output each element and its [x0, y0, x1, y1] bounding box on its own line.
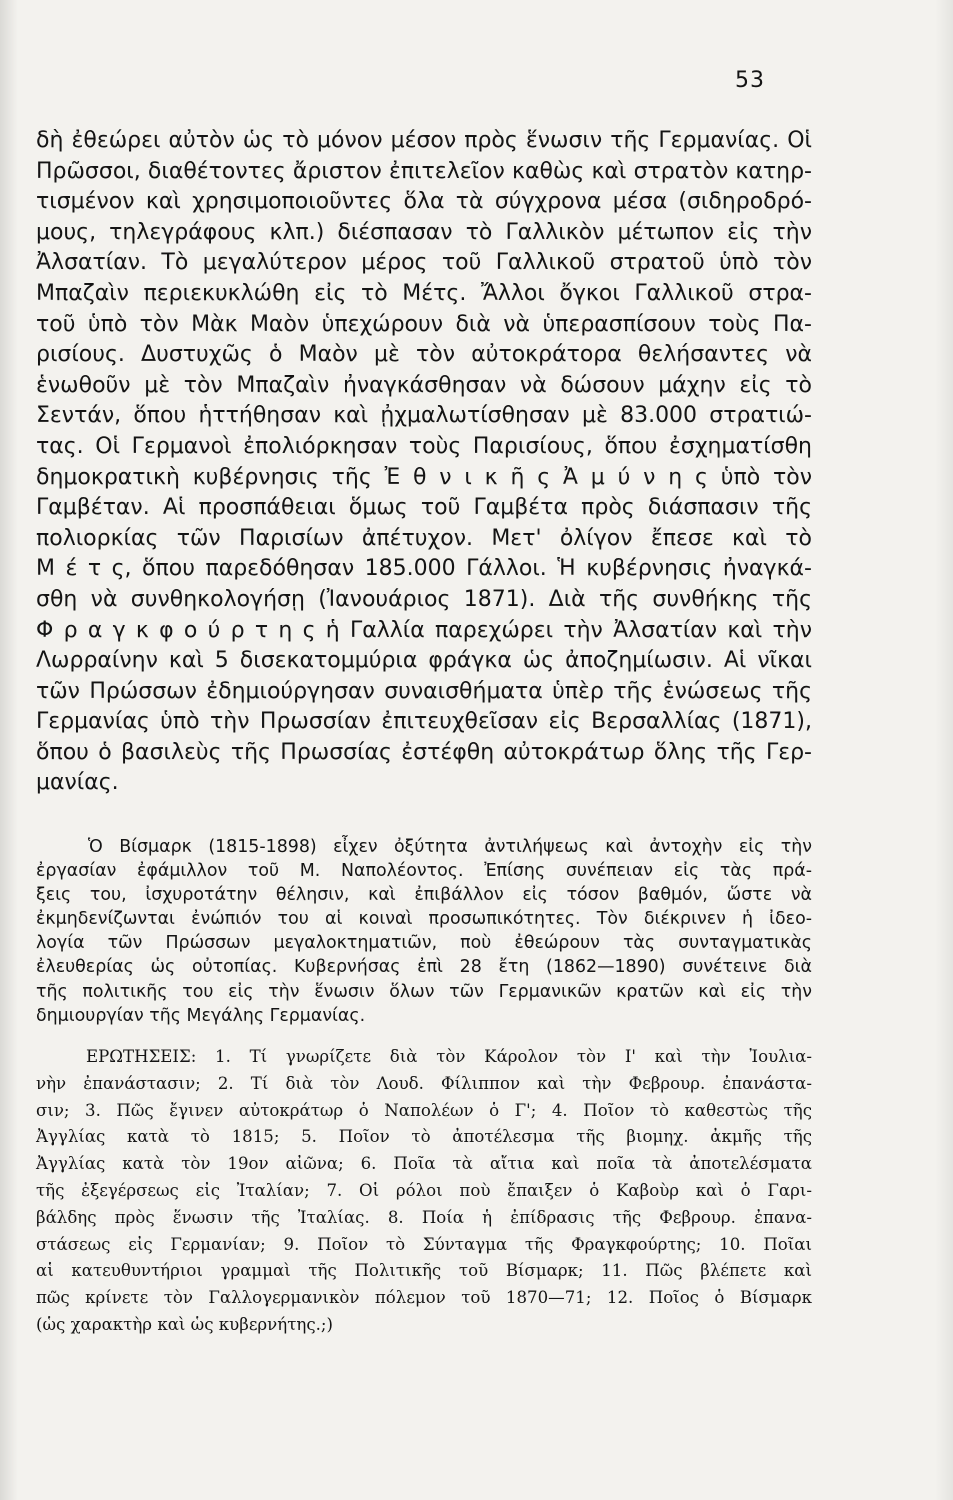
main-line: τισμένον καὶ χρησιμοποιοῦντες ὅλα τὰ σύγχρονα μέσα (σιδηροδρό-	[36, 189, 812, 215]
note-line: λογία τῶν Πρώσσων μεγαλοκτηματιῶν, ποὺ ἐθεώρουν τὰς συνταγματικὰς	[36, 933, 812, 954]
main-line: Γερμανίας ὑπὸ τὴν Πρωσσίαν ἐπιτευχθεῖσαν εἰς Βερσαλλίας (1871),	[36, 709, 812, 735]
main-line: Σεντάν, ὅπου ἡττήθησαν καὶ ᾐχμαλωτίσθησαν μὲ 83.000 στρατιώ-	[36, 403, 812, 429]
main-line: Ἀλσατίαν. Τὸ μεγαλύτερον μέρος τοῦ Γαλλικοῦ στρατοῦ ὑπὸ τὸν	[36, 250, 812, 276]
main-line: μους, τηλεγράφους κλπ.) διέσπασαν τὸ Γαλλικὸν μέτωπον εἰς τὴν	[36, 219, 812, 245]
main-line: Μπαζαὶν περιεκυκλώθη εἰς τὸ Μέτς. Ἄλλοι ὄγκοι Γαλλικοῦ στρα-	[36, 280, 812, 306]
main-line: τοῦ ὑπὸ τὸν Μὰκ Μαὸν ὑπεχώρουν διὰ νὰ ὑπερασπίσουν τοὺς Πα-	[36, 311, 812, 337]
main-line: τῶν Πρώσσων ἐδημιούργησαν συναισθήματα ὑπὲρ τῆς ἑνώσεως τῆς	[36, 678, 812, 704]
note-line: Ὁ Βίσμαρκ (1815-1898) εἶχεν ὀξύτητα ἀντιλήψεως καὶ ἀντοχὴν εἰς τὴν	[88, 837, 812, 857]
main-line: Γαμβέταν. Αἱ προσπάθειαι ὅμως τοῦ Γαμβέτα πρὸς διάσπασιν τῆς	[36, 495, 812, 521]
main-line: Πρῶσσοι, διαθέτοντες ἄριστον ἐπιτελεῖον καθὼς καὶ στρατὸν κατηρ-	[36, 158, 812, 184]
question-line: νὴν ἐπανάστασιν; 2. Τί διὰ τὸν Λουδ. Φίλιππον καὶ τὴν Φεβρουρ. ἐπανάστα-	[36, 1073, 812, 1093]
question-line: αἱ κατευθυντήριοι γραμμαὶ τῆς Πολιτικῆς τοῦ Βίσμαρκ; 11. Πῶς βλέπετε καὶ	[36, 1261, 812, 1281]
question-line: Ἀγγλίας κατὰ τὸ 1815; 5. Ποῖον τὸ ἀποτέλεσμα τῆς βιομηχ. ἀκμῆς τῆς	[36, 1127, 812, 1147]
note-line: ἐργασίαν ἐφάμιλλον τοῦ Μ. Ναπολέοντος. Ἐπίσης συνέπειαν εἰς τὰς πρά-	[36, 861, 812, 882]
question-line: πῶς κρίνετε τὸν Γαλλογερμανικὸν πόλεμον τοῦ 1870—71; 12. Ποῖος ὁ Βίσμαρκ	[36, 1288, 812, 1308]
question-line: σιν; 3. Πῶς ἔγινεν αὐτοκράτωρ ὁ Ναπολέων ὁ Γ'; 4. Ποῖον τὸ καθεστὼς τῆς	[36, 1100, 812, 1120]
main-line: Φ ρ α γ κ φ ο ύ ρ τ η ς ἡ Γαλλία παρεχώρει τὴν Ἀλσατίαν καὶ τὴν	[36, 617, 812, 643]
questions-section	[36, 1044, 812, 1339]
question-line: Ἀγγλίας κατὰ τὸν 19ον αἰῶνα; 6. Ποῖα τὰ αἴτια καὶ ποῖα τὰ ἀποτελέσματα	[36, 1154, 812, 1174]
main-line: πολιορκίας τῶν Παρισίων ἀπέτυχον. Μετ' ὀλίγον ἔπεσε καὶ τὸ	[36, 525, 812, 551]
question-line: ΕΡΩΤΗΣΕΙΣ: 1. Τί γνωρίζετε διὰ τὸν Κάρολον τὸν Ι' καὶ τὴν Ἰουλια-	[86, 1047, 812, 1066]
main-line: μανίας.	[36, 770, 119, 796]
note-line: δημιουργίαν τῆς Μεγάλης Γερμανίας.	[36, 1005, 366, 1026]
question-line: στάσεως εἰς Γερμανίαν; 9. Ποῖον τὸ Σύνταγμα τῆς Φραγκφούρτης; 10. Ποῖαι	[36, 1234, 812, 1254]
question-line: τῆς ἐξεγέρσεως εἰς Ἰταλίαν; 7. Οἱ ρόλοι ποὺ ἔπαιξεν ὁ Καβοὺρ καὶ ὁ Γαρι-	[36, 1180, 812, 1200]
page-number: 53	[735, 68, 765, 93]
note-line: ἐλευθερίας ὡς οὐτοπίας. Κυβερνήσας ἐπὶ 28 ἔτη (1862—1890) συνέτεινε διὰ	[36, 957, 812, 978]
question-line: (ὡς χαρακτὴρ καὶ ὡς κυβερνήτης.;)	[36, 1314, 333, 1334]
main-line: σθη νὰ συνθηκολογήσῃ (Ἰανουάριος 1871). Διὰ τῆς συνθήκης τῆς	[36, 586, 812, 612]
note-line: ἐκμηδενίζωνται ἐνώπιόν του αἱ κοιναὶ προσωπικότητες. Τὸν διέκρινεν ἡ ἰδεο-	[36, 909, 812, 930]
main-line: δημοκρατικὴ κυβέρνησις τῆς Ἐ θ ν ι κ ῆ ς Ἀ μ ύ ν η ς ὑπὸ τὸν	[36, 464, 812, 490]
bismarck-note	[36, 835, 812, 1028]
main-line: δὴ ἐθεώρει αὐτὸν ὡς τὸ μόνον μέσον πρὸς ἕνωσιν τῆς Γερμανίας. Οἱ	[36, 128, 812, 153]
main-line: Λωρραίνην καὶ 5 δισεκατομμύρια φράγκα ὡς ἀποζημίωσιν. Αἱ νῖκαι	[36, 648, 812, 674]
note-line: ξεις του, ἰσχυροτάτην θέλησιν, καὶ ἐπιβάλλον εἰς τόσον βαθμόν, ὥστε νὰ	[36, 885, 812, 906]
main-paragraph	[36, 126, 812, 799]
question-line: βάλδης πρὸς ἕνωσιν τῆς Ἰταλίας. 8. Ποία ἡ ἐπίδρασις τῆς Φεβρουρ. ἐπανα-	[36, 1207, 812, 1227]
main-line: Μ έ τ ς, ὅπου παρεδόθησαν 185.000 Γάλλοι. Ἡ κυβέρνησις ἠναγκά-	[36, 556, 812, 582]
main-line: τας. Οἱ Γερμανοὶ ἐπολιόρκησαν τοὺς Παρισίους, ὅπου ἐσχηματίσθη	[36, 433, 812, 459]
main-line: ὅπου ὁ βασιλεὺς τῆς Πρωσσίας ἐστέφθη αὐτοκράτωρ ὅλης τῆς Γερ-	[36, 739, 812, 765]
main-line: ρισίους. Δυστυχῶς ὁ Μαὸν μὲ τὸν αὐτοκράτορα θελήσαντες νὰ	[36, 342, 812, 368]
main-line: ἑνωθοῦν μὲ τὸν Μπαζαὶν ἠναγκάσθησαν νὰ δώσουν μάχην εἰς τὸ	[36, 372, 812, 398]
note-line: τῆς πολιτικῆς του εἰς τὴν ἕνωσιν ὅλων τῶν Γερμανικῶν κρατῶν καὶ εἰς τὴν	[36, 981, 812, 1002]
